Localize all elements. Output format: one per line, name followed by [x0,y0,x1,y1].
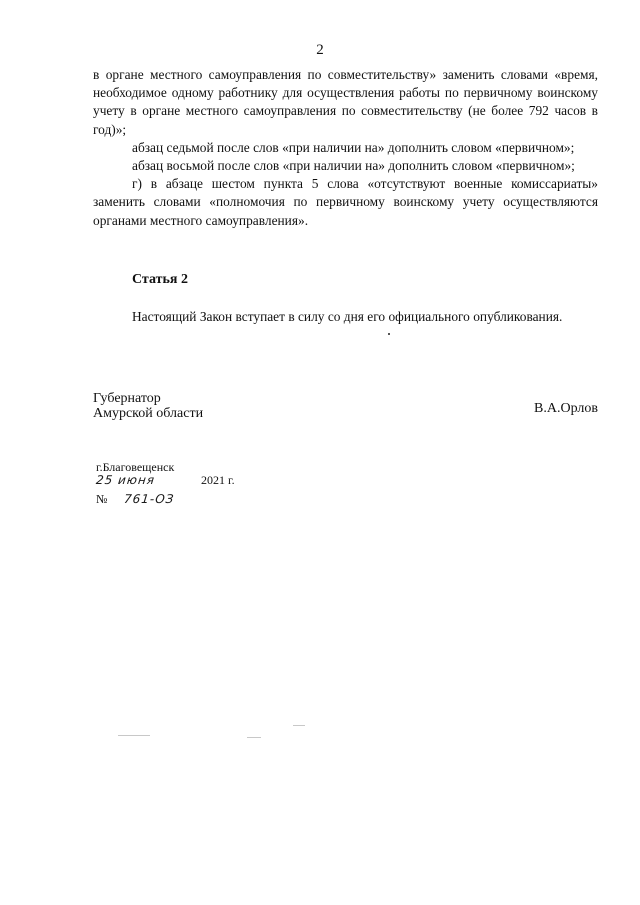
paragraph-continuation: в органе местного самоуправления по совместительству» заменить словами «время, необходимое одному работнику для осуществления работы по первичному воинскому учету в органе местного самоуправления по совместительству (не более 792 часов в год)»; [93,67,598,137]
scan-speck [118,735,150,736]
handwritten-number: 761-ОЗ [123,492,176,506]
scan-speck [247,737,261,738]
signatory-title-line2: Амурской области [93,406,204,421]
article-heading: Статья 2 [132,272,188,287]
signing-date [96,473,235,488]
scan-speck [293,725,305,726]
handwritten-date: 25 июня [95,473,156,487]
signatory-title [93,391,203,421]
signatory-title-line1: Губернатор [93,391,161,406]
paragraph-abzac-7: абзац седьмой после слов «при наличии на» дополнить словом «первичном»; [132,139,575,155]
article-text: Настоящий Закон вступает в силу со дня его официального опубликования. [132,309,563,324]
number-sign: № [96,492,108,506]
place-of-signing: г.Благовещенск [96,460,175,474]
signatory-name: В.А.Орлов [534,401,598,416]
document-body [93,66,598,230]
paragraph-item-g: г) в абзаце шестом пункта 5 слова «отсутствуют военные комиссариаты» заменить словами «полномочия по первичному воинскому учету осуществляются органами местного самоуправления». [93,176,598,228]
law-number [96,492,175,507]
paragraph-abzac-8: абзац восьмой после слов «при наличии на» дополнить словом «первичном»; [132,158,575,174]
signing-year: 2021 г. [201,473,235,487]
page-number: 2 [316,42,324,58]
scan-speck [388,333,390,335]
